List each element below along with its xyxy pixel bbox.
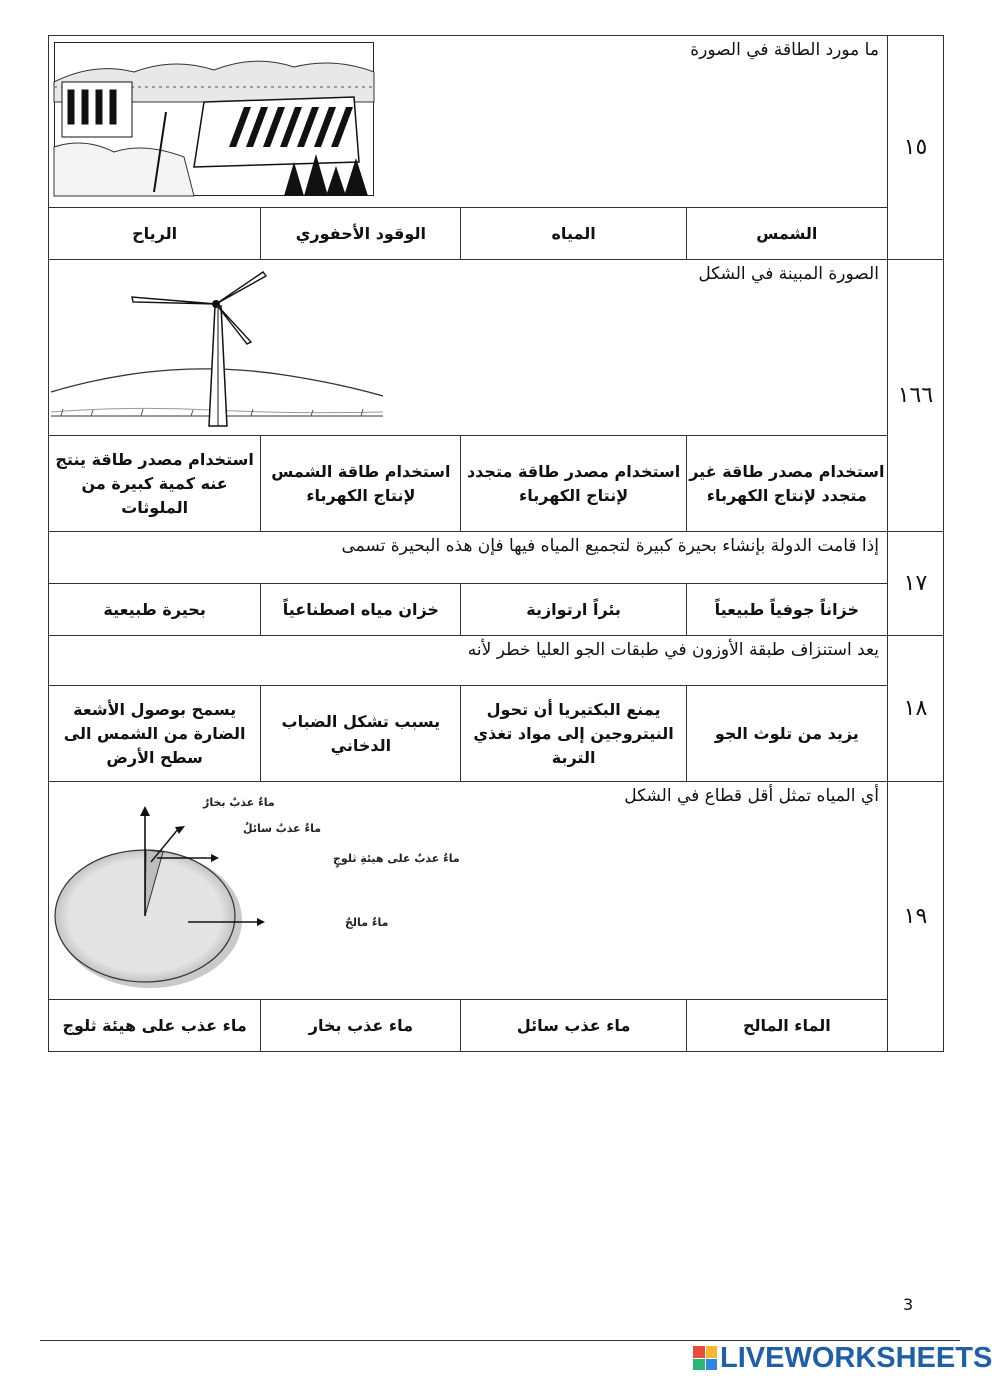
brand-name: LIVEWORKSHEETS: [720, 1341, 993, 1374]
option-d[interactable]: بحيرة طبيعية: [49, 584, 261, 636]
question-18-options: [49, 686, 944, 782]
option-b[interactable]: ماء عذب سائل: [461, 1000, 686, 1052]
question-number: ١٧: [887, 532, 943, 636]
question-17-stem: [49, 532, 888, 584]
question-15-row: [49, 36, 944, 208]
question-17-options: [49, 584, 944, 636]
pie-label-vapor: ماءٌ عذبٌ بخارٌ: [203, 796, 275, 809]
question-text: يعد استنزاف طبقة الأوزون في طبقات الجو العليا خطر لأنه: [467, 640, 879, 660]
question-text: الصورة المبينة في الشكل: [698, 264, 879, 284]
question-16-row: [49, 260, 944, 436]
option-d[interactable]: الرياح: [49, 208, 261, 260]
question-number: ١٨: [887, 636, 943, 782]
question-18-row: [49, 636, 944, 686]
option-c[interactable]: ماء عذب بخار: [261, 1000, 461, 1052]
option-b[interactable]: المياه: [461, 208, 686, 260]
option-c[interactable]: استخدام طاقة الشمس لإنتاج الكهرباء: [261, 436, 461, 532]
question-18-stem: [49, 636, 888, 686]
option-c[interactable]: خزان مياه اصطناعياً: [261, 584, 461, 636]
option-a[interactable]: الماء المالح: [686, 1000, 887, 1052]
option-d[interactable]: استخدام مصدر طاقة ينتج عنه كمية كبيرة من الملوثات: [49, 436, 261, 532]
question-text: أي المياه تمثل أقل قطاع في الشكل: [624, 786, 879, 806]
option-b[interactable]: استخدام مصدر طاقة متجدد لإنتاج الكهرباء: [461, 436, 686, 532]
option-d[interactable]: يسمح بوصول الأشعة الضارة من الشمس الى سطح الأرض: [49, 686, 261, 782]
water-distribution-pie: [53, 786, 460, 994]
option-a[interactable]: يزيد من تلوث الجو: [686, 686, 887, 782]
option-c[interactable]: يسبب تشكل الضباب الدخاني: [261, 686, 461, 782]
question-19-options: [49, 1000, 944, 1052]
question-19-row: [49, 782, 944, 1000]
question-number: ١٩: [887, 782, 943, 1052]
question-16-options: [49, 436, 944, 532]
question-15-stem: [49, 36, 888, 208]
option-b[interactable]: يمنع البكتيريا أن تحول النيتروجين إلى مواد تغذي التربة: [461, 686, 686, 782]
question-16-stem: [49, 260, 888, 436]
page-number: 3: [903, 1295, 914, 1314]
liveworksheets-logo: [693, 1342, 992, 1374]
option-c[interactable]: الوقود الأحفوري: [261, 208, 461, 260]
question-number: ١٦٦: [887, 260, 943, 532]
pie-label-liquid: ماءٌ عذبٌ سائلٌ: [243, 822, 322, 835]
pie-label-salt: ماءٌ مالحٌ: [345, 916, 389, 929]
option-b[interactable]: بئراً ارتوازية: [461, 584, 686, 636]
question-15-options: [49, 208, 944, 260]
option-a[interactable]: الشمس: [686, 208, 887, 260]
question-19-stem: [49, 782, 888, 1000]
brand-grid-icon: [693, 1346, 717, 1370]
pie-label-ice: ماءٌ عذبٌ على هيئةِ ثلوجٍ: [333, 852, 460, 865]
question-text: إذا قامت الدولة بإنشاء بحيرة كبيرة لتجميع المياه فيها فإن هذه البحيرة تسمى: [341, 536, 879, 556]
option-d[interactable]: ماء عذب على هيئة ثلوج: [49, 1000, 261, 1052]
question-text: ما مورد الطاقة في الصورة: [690, 40, 879, 60]
option-a[interactable]: استخدام مصدر طاقة غير متجدد لإنتاج الكهرباء: [686, 436, 887, 532]
questions-table: [48, 35, 944, 1052]
hydroelectric-dam-illustration: [54, 42, 374, 196]
wind-turbine-illustration: [51, 266, 383, 428]
question-number: ١٥: [887, 36, 943, 260]
option-a[interactable]: خزاناً جوفياً طبيعياً: [686, 584, 887, 636]
question-17-row: [49, 532, 944, 584]
